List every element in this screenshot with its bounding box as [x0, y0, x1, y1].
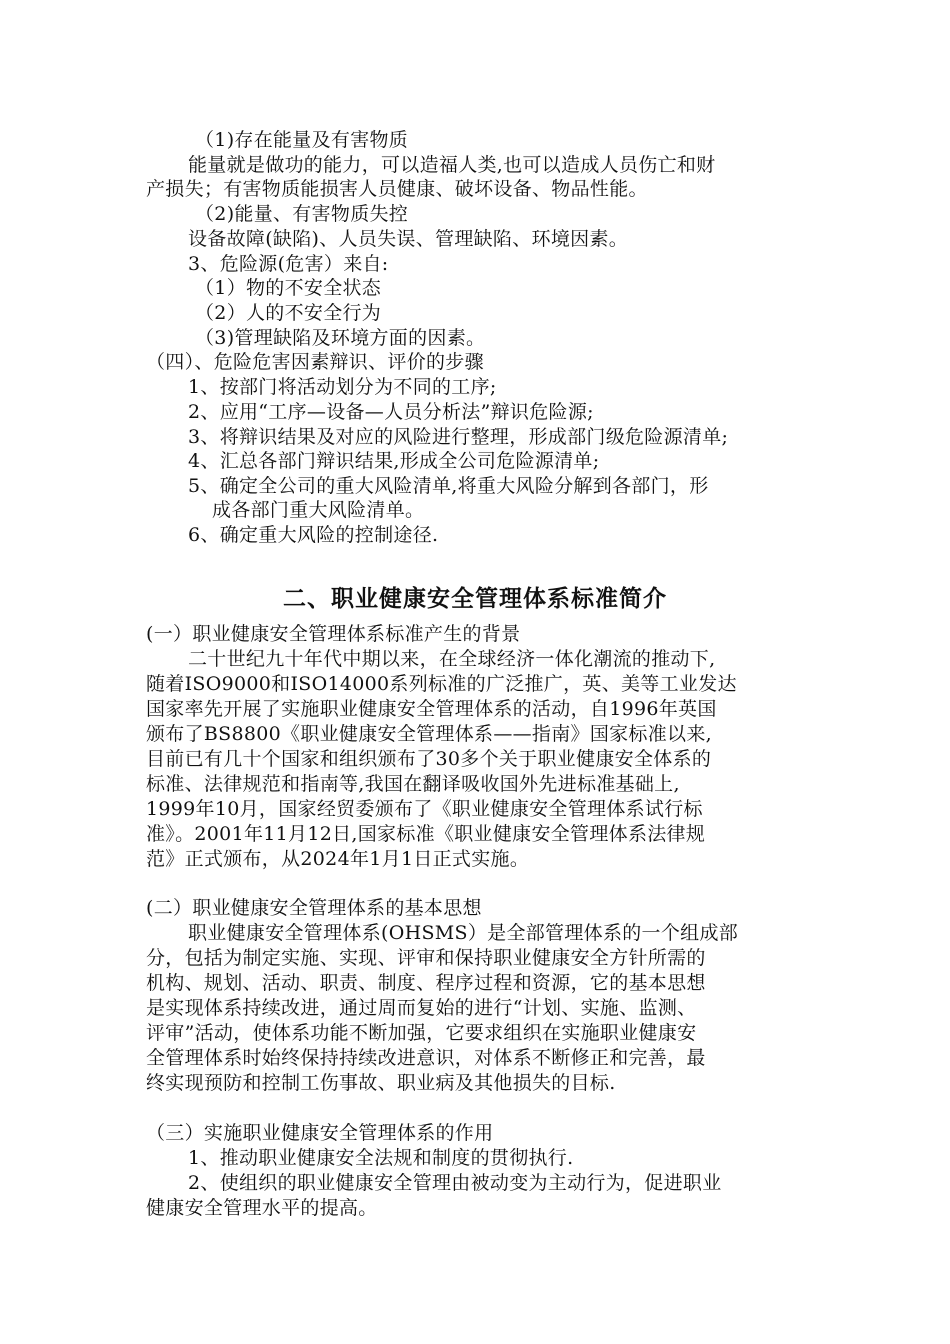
paragraph-line: 能量就是做功的能力，可以造福人类,也可以造成人员伤亡和财: [188, 154, 716, 176]
list-item-continuation: 健康安全管理水平的提高。: [146, 1197, 378, 1219]
paragraph-line: 随着ISO9000和ISO14000系列标准的广泛推广，英、美等工业发达: [146, 673, 737, 695]
paragraph-line: 1999年10月，国家经贸委颁布了《职业健康安全管理体系试行标: [146, 798, 703, 820]
paragraph-line: 范》正式颁布，从2024年1月1日正式实施。: [146, 848, 530, 870]
paragraph-line: 准》。2001年11月12日,国家标准《职业健康安全管理体系法律规: [146, 823, 706, 845]
list-item: 1、推动职业健康安全法规和制度的贯彻执行.: [188, 1147, 574, 1169]
step-item: 2、应用“工序—设备—人员分析法”辩识危险源;: [188, 401, 594, 423]
list-item: 2、使组织的职业健康安全管理由被动变为主动行为，促进职业: [188, 1172, 722, 1194]
part3-heading: （三）实施职业健康安全管理体系的作用: [146, 1122, 494, 1144]
paragraph-line: 设备故障(缺陷)、人员失误、管理缺陷、环境因素。: [188, 228, 629, 250]
paragraph-line: 分，包括为制定实施、实现、评审和保持职业健康安全方针所需的: [146, 947, 706, 969]
step-item-continuation: 成各部门重大风险清单。: [212, 499, 425, 521]
list-item: （3)管理缺陷及环境方面的因素。: [195, 327, 486, 349]
list-item: （1）物的不安全状态: [195, 277, 382, 299]
paragraph-line: 二十世纪九十年代中期以来，在全球经济一体化潮流的推动下,: [188, 648, 716, 670]
paragraph-line: 终实现预防和控制工伤事故、职业病及其他损失的目标.: [146, 1072, 616, 1094]
part2-heading: (二）职业健康安全管理体系的基本思想: [146, 897, 482, 919]
step-item: 6、确定重大风险的控制途径.: [188, 524, 439, 546]
paragraph-line: 目前已有几十个国家和组织颁布了30多个关于职业健康安全体系的: [146, 748, 712, 770]
paragraph-line: 颁布了BS8800《职业健康安全管理体系——指南》国家标准以来,: [146, 723, 712, 745]
subitem-energy-hazard: （1)存在能量及有害物质: [195, 129, 409, 151]
paragraph-line: 职业健康安全管理体系(OHSMS）是全部管理体系的一个组成部: [188, 922, 739, 944]
step-item: 1、按部门将活动划分为不同的工序;: [188, 376, 497, 398]
paragraph-line: 机构、规划、活动、职责、制度、程序过程和资源，它的基本思想: [146, 972, 706, 994]
list-item: （2）人的不安全行为: [195, 302, 382, 324]
subitem-loss-of-control: （2)能量、有害物质失控: [195, 203, 409, 225]
paragraph-line: 标准、法律规范和指南等,我国在翻译吸收国外先进标准基础上,: [146, 773, 680, 795]
paragraph-line: 国家率先开展了实施职业健康安全管理体系的活动，自1996年英国: [146, 698, 717, 720]
subsection-heading: （四）、危险危害因素辩识、评价的步骤: [146, 351, 484, 373]
part1-heading: (一）职业健康安全管理体系标准产生的背景: [146, 623, 521, 645]
step-item: 4、汇总各部门辩识结果,形成全公司危险源清单;: [188, 450, 600, 472]
paragraph-line: 产损失；有害物质能损害人员健康、破坏设备、物品性能。: [146, 178, 648, 200]
section-title: 二、职业健康安全管理体系标准简介: [283, 586, 667, 612]
list-item: 3、危险源(危害）来自:: [188, 253, 389, 275]
paragraph-line: 全管理体系时始终保持持续改进意识，对体系不断修正和完善，最: [146, 1047, 706, 1069]
step-item: 5、确定全公司的重大风险清单,将重大风险分解到各部门，形: [188, 475, 709, 497]
step-item: 3、将辩识结果及对应的风险进行整理，形成部门级危险源清单;: [188, 426, 729, 448]
paragraph-line: 评审”活动，使体系功能不断加强，它要求组织在实施职业健康安: [146, 1022, 697, 1044]
paragraph-line: 是实现体系持续改进，通过周而复始的进行“计划、实施、监测、: [146, 997, 697, 1019]
